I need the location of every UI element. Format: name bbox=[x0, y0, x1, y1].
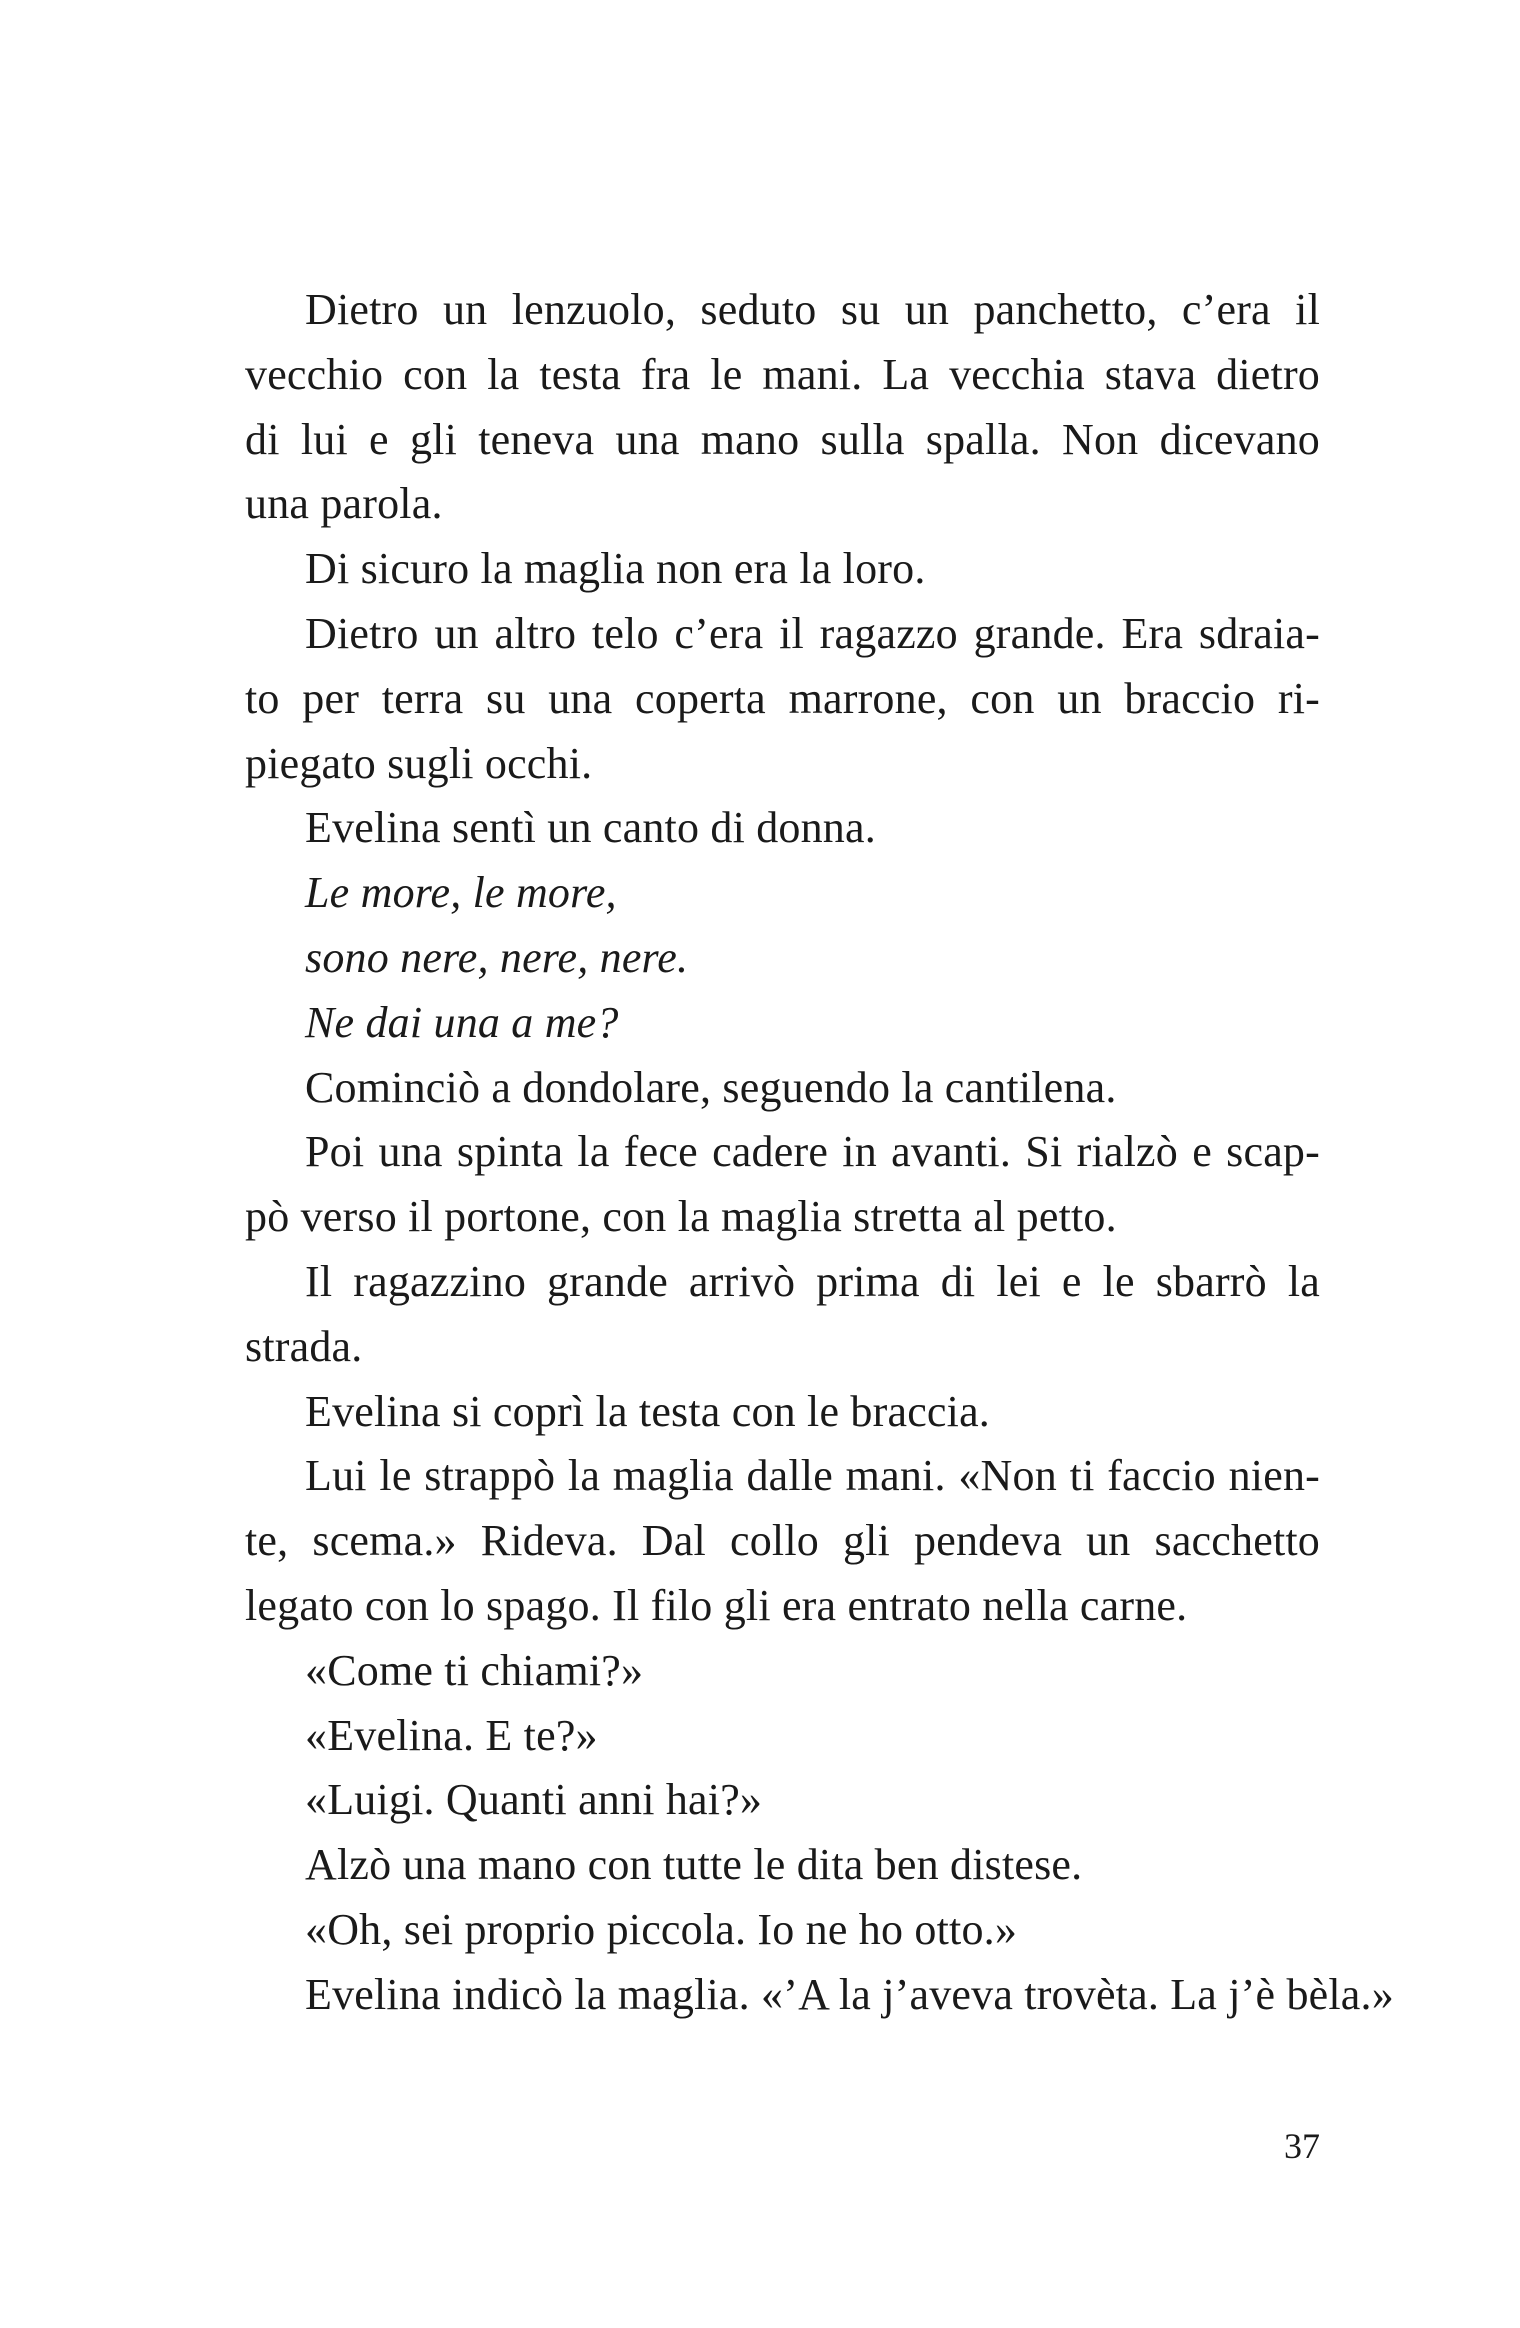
text-line: Lui le strappò la maglia dalle mani. «Non ti faccio nien- bbox=[305, 1451, 1320, 1501]
text-line: Il ragazzino grande arrivò prima di lei e le sbarrò la bbox=[305, 1256, 1320, 1306]
text-line: pò verso il portone, con la maglia stretta al petto. bbox=[245, 1192, 1117, 1242]
text-line: Poi una spinta la fece cadere in avanti. Si rialzò e scap- bbox=[305, 1127, 1320, 1177]
verse-line: sono nere, nere, nere. bbox=[305, 932, 689, 982]
text-line: Alzò una mano con tutte le dita ben distese. bbox=[305, 1840, 1083, 1890]
text-line: te, scema.» Rideva. Dal collo gli pendeva un sacchetto bbox=[245, 1516, 1320, 1566]
text-line: «Come ti chiami?» bbox=[305, 1645, 644, 1695]
body-text bbox=[245, 278, 1394, 2028]
text-line: Evelina sentì un canto di donna. bbox=[305, 803, 876, 853]
text-line: Evelina indicò la maglia. «’A la j’aveva trovèta. La j’è bèla.» bbox=[305, 1969, 1394, 2019]
text-line: strada. bbox=[245, 1321, 363, 1371]
text-line: Dietro un lenzuolo, seduto su un panchetto, c’era il bbox=[305, 285, 1320, 334]
text-line: «Evelina. E te?» bbox=[305, 1710, 598, 1760]
text-line: «Luigi. Quanti anni hai?» bbox=[305, 1775, 763, 1825]
text-line: piegato sugli occhi. bbox=[245, 738, 593, 788]
text-line: to per terra su una coperta marrone, con un braccio ri- bbox=[245, 673, 1320, 723]
text-line: Cominciò a dondolare, seguendo la cantilena. bbox=[305, 1062, 1117, 1112]
page-number: 37 bbox=[1284, 2126, 1320, 2166]
verse-line: Ne dai una a me? bbox=[305, 997, 619, 1047]
text-line: Evelina si coprì la testa con le braccia. bbox=[305, 1386, 991, 1436]
text-line: una parola. bbox=[245, 479, 443, 529]
text-line: Dietro un altro telo c’era il ragazzo grande. Era sdraia- bbox=[305, 608, 1320, 658]
text-line: legato con lo spago. Il filo gli era entrato nella carne. bbox=[245, 1580, 1188, 1630]
verse-line: Le more, le more, bbox=[305, 868, 617, 918]
text-line: Di sicuro la maglia non era la loro. bbox=[305, 544, 926, 594]
text-line: di lui e gli teneva una mano sulla spalla. Non dicevano bbox=[245, 414, 1320, 464]
text-line: «Oh, sei proprio piccola. Io ne ho otto.» bbox=[305, 1904, 1018, 1954]
text-line: vecchio con la testa fra le mani. La vecchia stava dietro bbox=[245, 349, 1320, 399]
